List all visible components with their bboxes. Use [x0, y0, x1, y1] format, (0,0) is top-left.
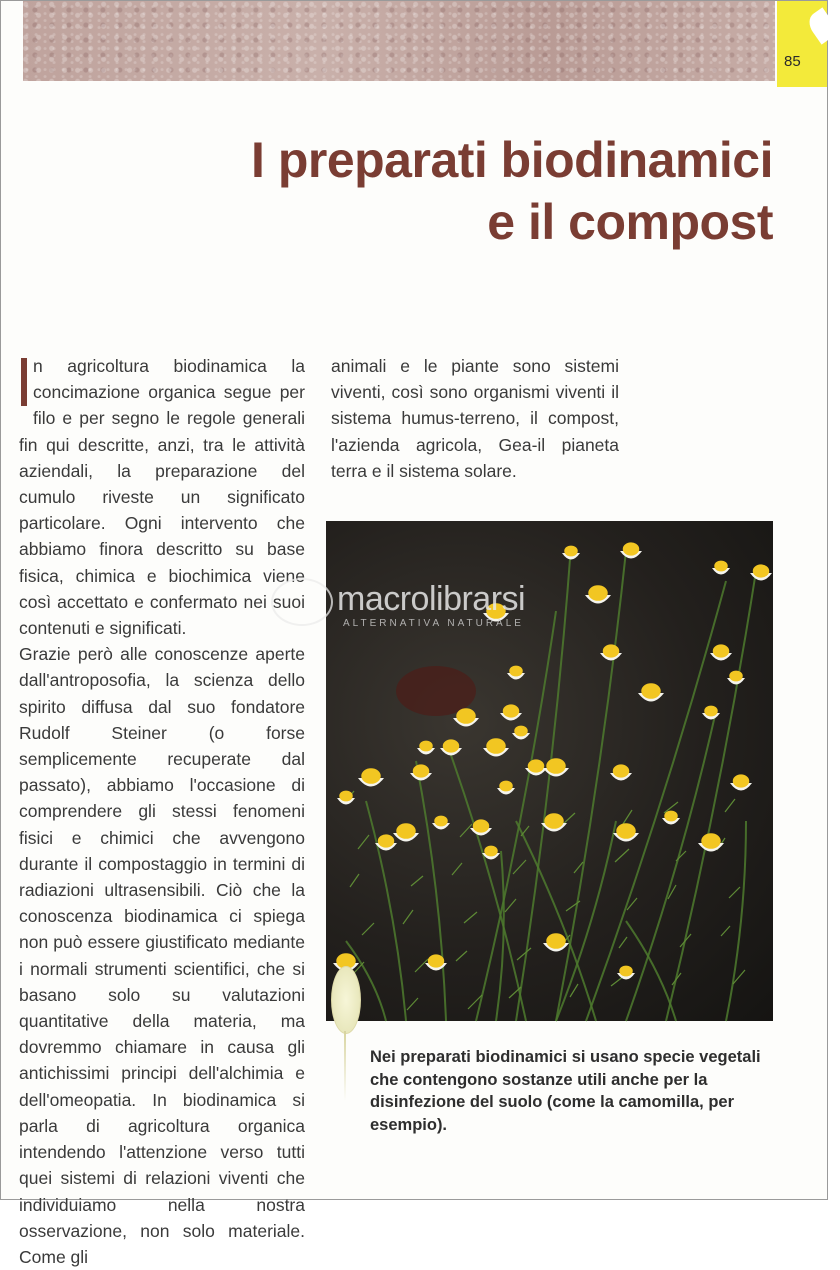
leaf-frond	[362, 923, 374, 935]
flower-center	[339, 791, 353, 802]
plant-stem	[516, 821, 596, 1021]
leaf-frond	[403, 910, 413, 924]
flower-center	[528, 759, 545, 772]
flower-center	[564, 546, 578, 557]
flower-center	[503, 704, 520, 717]
body-paragraph: Grazie però alle conoscenze aperte dall'antroposofia, la scienza dello spirito diffusa dal suo fondatore Rudolf Steiner (o forse semplicemente recuperate dal passato), abbiamo l'occasione di comprendere gli stessi fenomeni fisici e chimici che avvengono durante il compostaggio in termini di radiazioni ultrasensibili. Ciò che la conoscenza biodinamica ci spiega non può essere giustificato mediante i normali strumenti scientifici, che si basano solo su valutazioni quantitative della materia, ma dovremmo chiamare in causa gli antichissimi principi dell'alchimia e dell'omeopatia. In biodinamica si parla di agricoltura organica intendendo l'attenzione verso tutti quei sistemi di relazioni viventi che individuiamo nella nostra osservazione, non solo materiale. Come gli	[19, 644, 305, 1267]
leaf-frond	[566, 901, 580, 911]
leaf-frond	[615, 849, 629, 862]
leaf-frond	[464, 912, 477, 923]
flower-center	[713, 644, 730, 657]
intro-paragraph-text: n agricoltura biodinamica la concimazione organica segue per filo e per segno le regole generali fin qui descritte, anzi, tra le attività aziendali, la preparazione del cumulo riveste un significato particolare. Ogni intervento che abbiamo finora descritto su base fisica, chimica e biochimica viene così accettato e confermato nei suoi contenuti e significati.	[19, 356, 305, 639]
flower-center	[361, 768, 381, 784]
leaf-frond	[570, 984, 578, 997]
page-number-tab	[777, 1, 827, 87]
plant-stem	[496, 851, 504, 1021]
seed-ornament-icon	[331, 966, 361, 1034]
flower-center	[484, 846, 498, 857]
leaf-frond	[721, 926, 730, 936]
flower-center	[613, 764, 630, 777]
leaf-frond	[407, 998, 418, 1010]
leaf-frond	[350, 874, 359, 887]
leaf-frond	[452, 863, 462, 875]
leaf-frond	[521, 826, 529, 836]
watermark	[271, 576, 591, 636]
flower-center	[434, 816, 448, 827]
left-text-column	[19, 353, 305, 1270]
plant-stem	[416, 761, 446, 1021]
flower-center	[509, 666, 523, 677]
leaf-frond	[725, 799, 735, 812]
watermark-tagline: ALTERNATIVA NATURALE	[343, 618, 524, 629]
flower-center	[413, 764, 430, 777]
flower-center	[753, 564, 770, 577]
flower-center	[664, 811, 678, 822]
flower-center	[443, 739, 460, 752]
flower-center	[588, 585, 608, 601]
photo-caption: Nei preparati biodinamici si usano specie vegetali che contengono sostanze utili anche per la disinfezione del suolo (come la camomilla, per esempio).	[370, 1048, 761, 1134]
leaf-frond	[358, 835, 369, 849]
flower-center	[701, 833, 721, 849]
flower-center	[378, 834, 395, 847]
flower-center	[499, 781, 513, 792]
leaf-frond	[623, 810, 632, 824]
leaf-frond	[456, 951, 467, 961]
flower-center	[546, 933, 566, 949]
leaf-frond	[411, 876, 423, 886]
chapter-title-line-2: e il compost	[487, 194, 773, 250]
plant-stem	[726, 821, 746, 1021]
drop-cap	[21, 358, 27, 406]
intro-paragraph	[19, 353, 305, 641]
seed-stem-ornament	[344, 1031, 346, 1101]
leaf-frond	[676, 851, 686, 861]
leaf-frond	[415, 959, 428, 972]
chapter-title	[251, 129, 773, 253]
flower-center	[619, 966, 633, 977]
flower-center	[733, 774, 750, 787]
flower-center	[428, 954, 445, 967]
leaf-frond	[460, 824, 472, 837]
header-texture-band	[23, 1, 775, 81]
flower-center	[514, 726, 528, 737]
watermark-logo-icon	[271, 578, 333, 626]
leaf-frond	[517, 948, 531, 960]
flower-center	[456, 708, 476, 724]
flower-center	[641, 683, 661, 699]
leaf-icon	[804, 7, 839, 44]
leaf-frond	[513, 860, 526, 874]
chapter-title-line-1: I preparati biodinamici	[251, 132, 773, 188]
page-number: 85	[784, 53, 801, 70]
flower-center	[546, 758, 566, 774]
flower-center	[544, 813, 564, 829]
flower-center	[616, 823, 636, 839]
watermark-brand: macrolibrarsi	[337, 580, 526, 618]
flower-center	[603, 644, 620, 657]
plant-stem	[626, 921, 676, 1021]
flower-center	[486, 738, 506, 754]
flower-center	[473, 819, 490, 832]
flower-center	[729, 671, 743, 682]
flower-center	[714, 561, 728, 572]
leaf-frond	[729, 887, 740, 898]
flower-center	[419, 741, 433, 752]
leaf-frond	[619, 937, 627, 948]
continued-paragraph: animali e le piante sono sistemi viventi, così sono organismi viventi il sistema humus-terreno, il compost, l'azienda agricola, Gea-il pianeta terra e il sistema solare.	[331, 356, 619, 481]
flower-center	[623, 542, 640, 555]
flower-center	[396, 823, 416, 839]
flower-center	[704, 706, 718, 717]
right-text-column	[331, 353, 619, 484]
leaf-frond	[505, 899, 516, 912]
